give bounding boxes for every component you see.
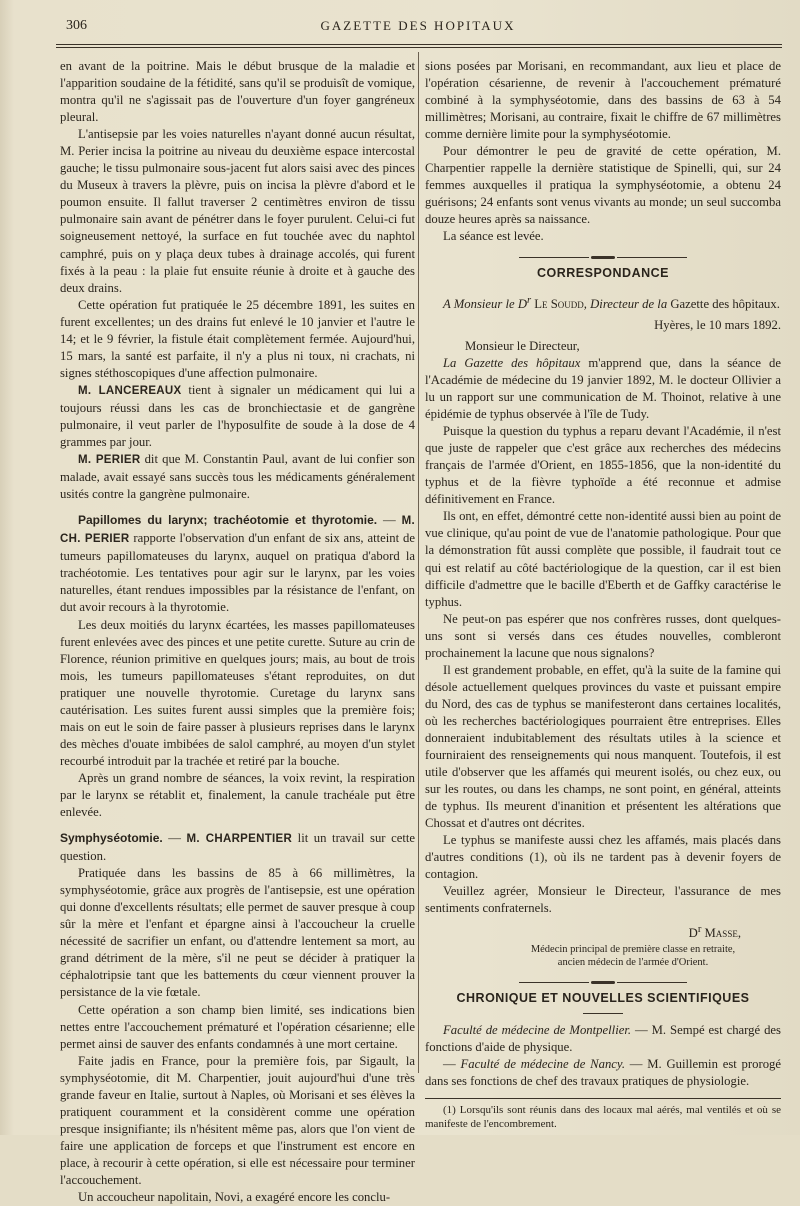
signature-note: ancien médecin de l'armée d'Orient. <box>557 956 709 968</box>
paragraph-text: — M. Guillemin est prorogé dans ses fonctions de chef des travaux pratiques de physiologie. <box>425 1056 782 1088</box>
faculty-name: Faculté de médecine de Montpellier. <box>443 1022 632 1037</box>
right-column <box>425 58 781 1131</box>
speaker-name: M. CHARPENTIER <box>186 833 293 846</box>
journal-name: Gazette des hôpitaux. <box>670 296 780 311</box>
paragraph: La séance est levée. <box>443 229 544 244</box>
section-heading: Symphyséotomie. <box>60 831 163 846</box>
speaker-name: M. CH. PERIER <box>60 515 415 546</box>
paragraph <box>60 451 415 503</box>
paragraph <box>425 1022 781 1056</box>
header-rule <box>56 44 782 45</box>
correspondance-title: CORRESPONDANCE <box>536 265 669 280</box>
paragraph: Ne peut-on pas espérer que nos confrères russes, dont quelques-uns sont si versés dans ces études nouvelles, combleront prochainement la lacune que nous signalons? <box>425 611 781 660</box>
address-sup: r <box>527 294 532 306</box>
column-divider <box>418 52 419 1073</box>
left-column <box>60 58 415 1206</box>
footnote: (1) Lorsqu'ils sont réunis dans des locaux mal aérés, mal ventilés et où se manifeste de l'encombrement. <box>425 1104 781 1130</box>
paragraph: L'antisepsie par les voies naturelles n'ayant donné aucun résultat, M. Perier incisa la poitrine au niveau du deuxième espace intercostal gauche; le tissu pulmonaire sous-jacent fut alors saisi avec des pinces du Museux à travers la plèvre, puis on incisa la plèvre d'abord et le poumon ensuite. Il fallut traverser 2 centimètres environ de tissu pulmonaire sain avant de pénétrer dans le foyer purulent. Celui-ci fut soigneusement nettoyé, la surface en fut touchée avec du naphtol camphré, puis on y plaça deux tubes à drainage accolés, qui furent fixés à la peau : la plaie fut ensuite réunie à droite et à gauche des deux drains. <box>60 127 415 295</box>
page-header <box>56 18 780 40</box>
paragraph <box>425 1056 781 1090</box>
paragraph: sions posées par Morisani, en recommandant, aux lieu et place de l'opération césarienne, de revenir à l'accouchement prématuré combiné à la symphyséotomie, dans des bassins de 63 à 54 millimètres; Morisani, au contraire, fixait le chiffre de 67 millimètres comme dernière limite pour la symphyséotomie. <box>425 59 781 142</box>
title-underline <box>583 1013 623 1014</box>
paragraph: Puisque la question du typhus a reparu devant l'Académie, il n'est que juste de rappeler que c'est grâce aux recherches des médecins français de l'armée d'Orient, en 1855-1856, que la non-identité du typhus et de la fièvre typhoïde a été reconnue et admise définitivement en France. <box>425 424 781 507</box>
paragraph: Cette opération a son champ bien limité, ses indications bien nettes entre l'accouchement prématuré et l'opération césarienne; elle permet ainsi de sauver des enfants condamnés à une mort certaine. <box>60 1002 415 1051</box>
paragraph: Veuillez agréer, Monsieur le Directeur, l'assurance de mes sentiments confraternels. <box>425 884 781 916</box>
section-separator <box>425 981 781 984</box>
speaker-name: M. LANCEREAUX <box>78 384 182 397</box>
section-heading-paragraph <box>60 512 415 616</box>
signature-prefix: D <box>688 926 698 941</box>
addressee-name: Le Soudd <box>531 296 584 311</box>
paragraph-text: — M. Sempé est chargé des fonctions d'aide de physique. <box>425 1022 781 1054</box>
page-number: 306 <box>66 18 87 33</box>
paragraph <box>425 355 781 423</box>
footnote-rule <box>425 1098 781 1099</box>
signature-sup: r <box>697 924 702 936</box>
dash: — <box>377 513 402 528</box>
chronique-title: CHRONIQUE ET NOUVELLES SCIENTIFIQUES <box>456 990 750 1005</box>
address-text: , Directeur de la <box>583 296 671 311</box>
paragraph: Cette opération fut pratiquée le 25 décembre 1891, les suites en furent excellentes; un des drains fut enlevé le 10 janvier et l'autre le 14; et le 9 février, la fistule était complètement fermée. Aujourd'hui, 15 mars, la santé est parfaite, il n'y a plus ni toux, ni crachats, ni signes stéthoscopiques d'une affection pulmonaire. <box>60 297 415 380</box>
running-head: GAZETTE DES HOPITAUX <box>320 18 516 33</box>
paragraph: Ils ont, en effet, démontré cette non-identité aussi bien au point de vue clinique, qu'au point de vue de l'anatomie pathologique. Pour que la démonstration fût aussi complète que possible, il faudrait tout ce qui est relatif au côté bactériologique de la question, car il est bien difficile d'admettre que le bacille d'Eberth et de Gaffky caractérise le typhus. <box>425 509 781 609</box>
paragraph: Les deux moitiés du larynx écartées, les masses papillomateuses furent enlevées avec des pinces et une petite curette. Suture au crin de Florence, réunion primitive en quelques jours; mais, au bout de trois mois, les tumeurs papillomateuses s'étant reproduites, on dut pratiquer une nouvelle thyrotomie. Curetage du larynx sans cautérisation. Les suites furent aussi simples que la première fois; mais on eut le soin de faire passer à plusieurs reprises dans le larynx des mèches d'ouate imbibées de salol camphré, au moyen d'un stylet recourbé introduit par la trachée et retiré par la bouche. <box>60 617 415 768</box>
salutation: Monsieur le Directeur, <box>465 338 580 353</box>
signature-note: Médecin principal de première classe en retraite, <box>530 943 736 955</box>
section-heading: Papillomes du larynx; trachéotomie et thyrotomie. <box>78 513 378 528</box>
paragraph: Après un grand nombre de séances, la voix revint, la respiration par le larynx se rétablit et, finalement, la canule trachéale put être enlevée. <box>60 770 415 820</box>
journal-name: La Gazette des hôpitaux <box>443 355 581 370</box>
paragraph: Il est grandement probable, en effet, qu'à la suite de la famine qui désole actuellement quelques provinces du vaste et puissant empire du Nord, des cas de typhus se manifesteront dans certaines localités, où les recherches bactériologiques pourraient être entreprises. Elles donneraient indubitablement des résultats utiles à la science et fourniraient des renseignements qui nous manquent. Toutefois, il est utile d'observer que les affamés qui meurent isolés, ou chez eux, ou sur les routes, ou dans les champs, ne sont point, en général, atteints de typhus. Ils meurent d'inanition et présentent les altérations que Chossat et d'autres ont décrites. <box>425 662 781 831</box>
paragraph: Un accoucheur napolitain, Novi, a exagéré encore les conclu- <box>78 1190 391 1205</box>
paragraph: en avant de la poitrine. Mais le début brusque de la maladie et l'apparition soudaine de la fétidité, sans qu'il se produisît de vomique, montra qu'il ne s'agissait pas de l'ouverture d'un foyer gangréneux pleural. <box>60 59 415 125</box>
paragraph-text: lit un travail sur cette question. <box>60 831 416 864</box>
signature <box>425 921 781 942</box>
paragraph-text: dit que M. Constantin Paul, avant de lui confier son malade, avait essayé sans succès tous les médicaments généralement usités contre la gangrène pulmonaire. <box>60 452 415 502</box>
paragraph: Pour démontrer le peu de gravité de cette opération, M. Charpentier rappelle la dernière statistique de Spinelli, qui, sur 24 femmes auxquelles il pratiqua la symphyséotomie, a obtenu 24 guérisons; 24 enfants sont venus vivants au monde; un seul succomba douze heures après sa naissance. <box>425 144 781 227</box>
address-text: A Monsieur le D <box>443 296 527 311</box>
section-heading-paragraph <box>60 830 415 865</box>
header-rule-double <box>56 47 782 48</box>
faculty-name: Faculté de médecine de Nancy. <box>460 1056 626 1071</box>
section-separator <box>425 256 781 259</box>
place-date: Hyères, le 10 mars 1892. <box>654 317 781 332</box>
dash: — <box>162 831 187 846</box>
paragraph-text: rapporte l'observation d'un enfant de six ans, atteint de tumeurs papillomateuses du larynx, auquel on pratiqua d'abord la trachéotomie. Les tentatives pour agir sur le larynx, par les voies naturelles, étant rendues impossibles par la résistance de l'enfant, on dut avoir recours à la thyrotomie. <box>60 531 415 615</box>
signature-name: Masse, <box>701 926 741 941</box>
paragraph: Faite jadis en France, pour la première fois, par Sigault, la symphyséotomie, dit M. Charpentier, jouit aujourd'hui d'une très grande faveur en Italie, surtout à Naples, où Morisani et ses élèves la pratiquent couramment et la considèrent comme une opération presque insignifiante; ils n'hésitent même pas, alors que l'on vient de faire une application de forceps et que l'instrument est encore en place, à recourir à cette opération, si elle est nécessaire pour terminer l'accouchement. <box>60 1053 415 1187</box>
paragraph: Le typhus se manifeste aussi chez les affamés, mais placés dans d'autres conditions (1), où ils ne tardent pas à devenir foyers de contagion. <box>425 833 781 882</box>
letter-address <box>425 292 781 313</box>
paragraph <box>60 382 415 451</box>
speaker-name: M. PERIER <box>78 454 141 467</box>
dash: — <box>443 1056 461 1071</box>
paragraph-text: tient à signaler un médicament qui lui a toujours réussi dans les cas de bronchiectasie et de gangrène pulmonaire, il veut parler de l'hyposulfite de soude à la dose de 4 grammes par jour. <box>60 382 415 450</box>
paragraph-text: m'apprend que, dans la séance de l'Académie de médecine du 19 janvier 1892, M. le docteur Ollivier a lu un rapport sur une communication de M. Thoinot, relative à une épidémie de typhus observée à l'île de Tudy. <box>425 355 781 422</box>
paragraph: Pratiquée dans les bassins de 85 à 66 millimètres, la symphyséotomie, grâce aux progrès de l'antisepsie, est une opération qui donne d'excellents résultats; elle permet de sauver presque à coup sûr la mère et l'enfant et épargne ainsi à l'accoucheur la cruelle nécessité de sacrifier un enfant, ou d'attendre lentement sa mort, au grand détriment de la mère, s'il ne peut se décider à pratiquer la céphalotripsie tant que les battements du cœur viennent prouver la persistance de la vie fœtale. <box>60 866 415 1000</box>
